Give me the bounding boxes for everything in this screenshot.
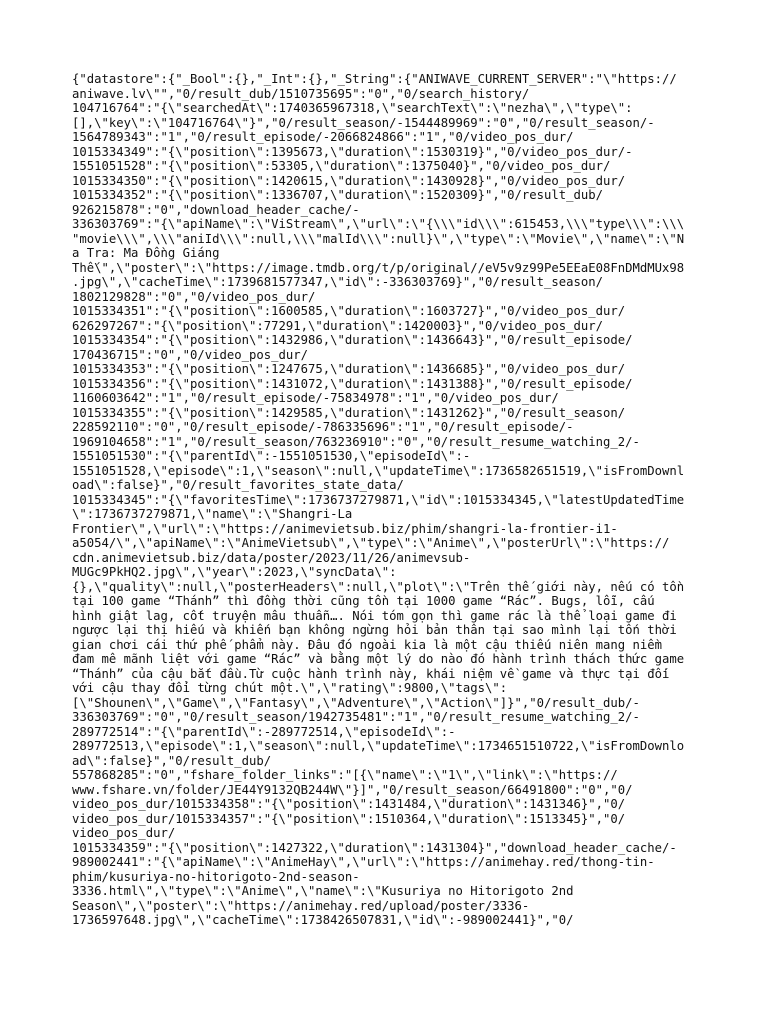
text-line: {"datastore":{"_Bool":{},"_Int":{},"_String":{"ANIWAVE_CURRENT_SERVER":"\"https:// — [72, 72, 677, 86]
text-line: ngược lại thị hiếu và khiến bạn không ngừng hỏi bản thân tại sao mình lại tốn thời — [72, 623, 677, 637]
text-line: .jpg\",\"cacheTime\":1739681577347,\"id\":-336303769}","0/result_season/ — [72, 275, 604, 289]
text-line: Season\",\"poster\":\"https://animehay.red/upload/poster/3336- — [72, 898, 530, 913]
text-line: 1015334355":"{\"position\":1429585,\"duration\":1431262}","0/result_season/ — [72, 405, 626, 420]
text-line: 1969104658":"1","0/result_season/763236910":"0","0/result_resume_watching_2/- — [72, 434, 640, 449]
text-line: {},\"quality\":null,\"posterHeaders\":null,\"plot\":\"Trên thế giới này, nếu có tồn — [72, 579, 685, 594]
text-line: cdn.animevietsub.biz/data/poster/2023/11/26/animevsub- — [72, 550, 471, 565]
text-line: \":1736737279871,\"name\":\"Shangri-La — [72, 507, 353, 521]
text-line: đam mê mãnh liệt với game “Rác” và bằng một lý do nào đó hành trình thách thức game — [72, 652, 685, 666]
text-line: 557868285":"0","fshare_folder_links":"[{\"name\":\"1\",\"link\":\"https:// — [72, 768, 618, 782]
text-line: 289772513,\"episode\":1,\"season\":null,\"updateTime\":1734651510722,\"isFromDownlo — [72, 739, 685, 753]
text-line: [],\"key\":\"104716764\"}","0/result_season/-1544489969":"0","0/result_season/- — [72, 115, 655, 130]
text-line: 1736597648.jpg\",\"cacheTime\":1738426507831,\"id\":-989002441}","0/ — [72, 913, 574, 927]
text-line: ad\":false}","0/result_dub/ — [72, 753, 272, 768]
text-line: 3336.html\",\"type\":\"Anime\",\"name\":\"Kusuriya no Hitorigoto 2nd — [72, 884, 574, 898]
text-line: 1564789343":"1","0/result_episode/-2066824866":"1","0/video_pos_dur/ — [72, 130, 574, 144]
text-line: www.fshare.vn/folder/JE44Y9132QB244W\"}]","0/result_season/66491800":"0","0/ — [72, 782, 633, 797]
text-line: 1015334350":"{\"position\":1420615,\"duration\":1430928}","0/video_pos_dur/ — [72, 173, 626, 188]
text-line: video_pos_dur/ — [72, 826, 176, 840]
text-line: gian chơi cái thứ phế phẩm này. Đâu đó ngoài kia là một cậu thiếu niên mang niềm — [72, 637, 663, 652]
text-line: oad\":false}","0/result_favorites_state_data/ — [72, 478, 404, 492]
text-line: video_pos_dur/1015334357":"{\"position\":1510364,\"duration\":1513345}","0/ — [72, 811, 626, 826]
text-line: 228592110":"0","0/result_episode/-786335696":"1","0/result_episode/- — [72, 420, 574, 434]
text-line: 626297267":"{\"position\":77291,\"duration\":1420003}","0/video_pos_dur/ — [72, 318, 604, 333]
text-line: 104716764":"{\"searchedAt\":1740365967318,\"searchText\":\"nezha\",\"type\": — [72, 101, 633, 115]
text-line: 1160603642":"1","0/result_episode/-75834978":"1","0/video_pos_dur/ — [72, 391, 559, 405]
text-line: "movie\\\",\\\"aniId\\\":null,\\\"malId\\\":null}\",\"type\":\"Movie\",\"name\":\"N — [72, 231, 685, 246]
text-line: 1551051528,\"episode\":1,\"season\":null,\"updateTime\":1736582651519,\"isFromDownl — [72, 463, 685, 478]
text-line: MUGc9PkHQ2.jpg\",\"year\":2023,\"syncData\": — [72, 565, 397, 579]
text-line: a Tra: Ma Đồng Giáng — [72, 246, 220, 260]
text-line: 989002441":"{\"apiName\":\"AnimeHay\",\"url\":\"https://animehay.red/thong-tin- — [72, 855, 655, 869]
text-line: 336303769":"{\"apiName\":\"ViStream\",\"url\":\"{\\\"id\\\":615453,\\\"type\\\":\\\ — [72, 217, 685, 231]
text-line: 1551051530":"{\"parentId\":-1551051530,\"episodeId\":- — [72, 449, 471, 463]
text-line: 1015334351":"{\"position\":1600585,\"duration\":1603727}","0/video_pos_dur/ — [72, 304, 626, 318]
text-line: tại 100 game “Thánh” thì đồng thời cũng tồn tại 1000 game “Rác”. Bugs, lỗi, cấu — [72, 594, 655, 608]
text-line: 1015334354":"{\"position\":1432986,\"duration\":1436643}","0/result_episode/ — [72, 333, 633, 347]
text-line: Frontier\",\"url\":\"https://animevietsub.biz/phim/shangri-la-frontier-i1- — [72, 521, 618, 536]
text-line: 1015334353":"{\"position\":1247675,\"duration\":1436685}","0/video_pos_dur/ — [72, 362, 626, 376]
text-line: 1015334356":"{\"position\":1431072,\"duration\":1431388}","0/result_episode/ — [72, 376, 633, 391]
text-line: [\"Shounen\",\"Game\",\"Fantasy\",\"Adventure\",\"Action\"]}","0/result_dub/- — [72, 695, 640, 710]
text-line: với cậu thay đổi từng chút một.\",\"rating\":9800,\"tags\": — [72, 681, 508, 695]
text-line: a5054/\",\"apiName\":\"AnimeVietsub\",\"type\":\"Anime\",\"posterUrl\":\"https:// — [72, 536, 670, 550]
text-line: 1551051528":"{\"position\":53305,\"duration\":1375040}","0/video_pos_dur/ — [72, 159, 611, 173]
text-line: 289772514":"{\"parentId\":-289772514,\"episodeId\":- — [72, 724, 456, 739]
json-text-block — [72, 72, 720, 928]
text-line: 1015334349":"{\"position\":1395673,\"duration\":1530319}","0/video_pos_dur/- — [72, 144, 633, 159]
text-line: 1015334352":"{\"position\":1336707,\"duration\":1520309}","0/result_dub/ — [72, 188, 604, 202]
text-line: aniwave.lv\"","0/result_dub/1510735695":"0","0/search_history/ — [72, 86, 530, 101]
text-line: Thế\",\"poster\":\"https://image.tmdb.org/t/p/original//eV5v9z99Pe5EEaE08FnDMdMUx98 — [72, 260, 685, 275]
text-line: 926215878":"0","download_header_cache/- — [72, 202, 360, 217]
text-line: 1802129828":"0","0/video_pos_dur/ — [72, 289, 316, 304]
text-line: phim/kusuriya-no-hitorigoto-2nd-season- — [72, 869, 360, 884]
text-line: 1015334345":"{\"favoritesTime\":1736737279871,\"id\":1015334345,\"latestUpdatedTime — [72, 492, 685, 507]
text-line: hình giật lag, cốt truyện mâu thuẫn…. Nói tóm gọn thì game rác là thể loại game đi — [72, 608, 677, 623]
text-line: “Thánh” của cậu bắt đầu.Từ cuộc hành trình này, khái niệm về game và thực tại đối — [72, 666, 670, 681]
text-line: 170436715":"0","0/video_pos_dur/ — [72, 347, 309, 362]
text-line: 1015334359":"{\"position\":1427322,\"duration\":1431304}","download_header_cache/- — [72, 840, 677, 855]
text-line: 336303769":"0","0/result_season/1942735481":"1","0/result_resume_watching_2/- — [72, 710, 640, 724]
text-line: video_pos_dur/1015334358":"{\"position\":1431484,\"duration\":1431346}","0/ — [72, 797, 626, 811]
